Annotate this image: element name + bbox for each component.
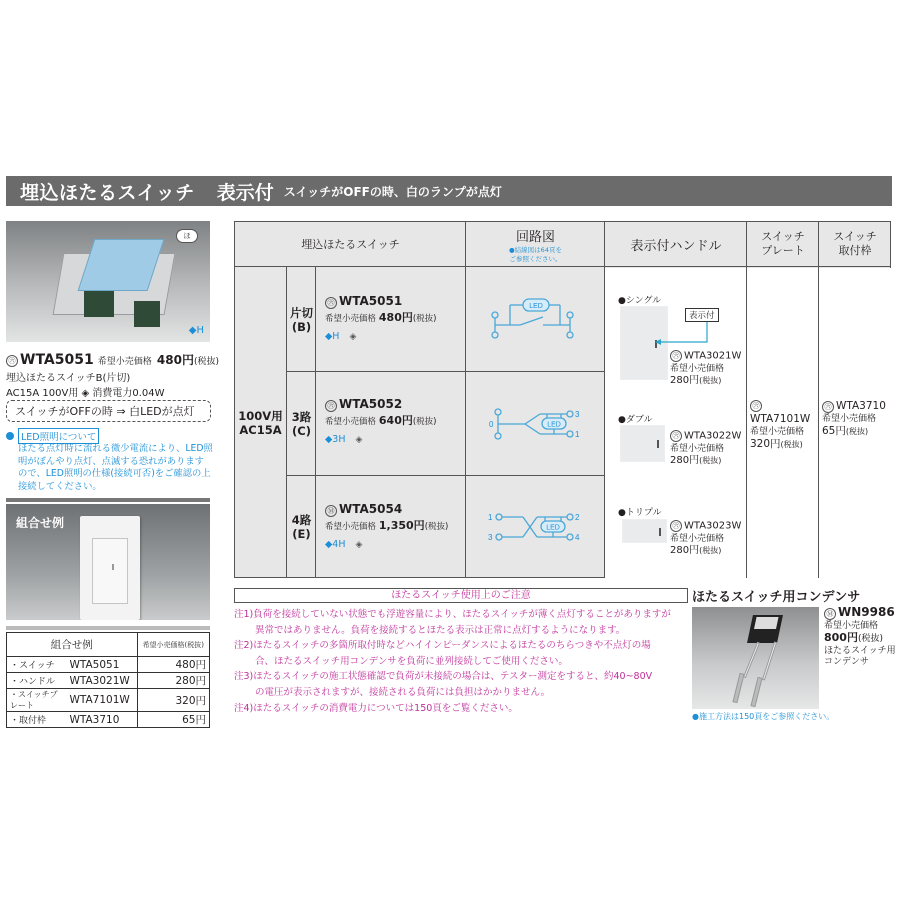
row-label: ・取付枠 — [7, 712, 67, 728]
circuit-note: ご参照ください。 — [509, 254, 562, 263]
price-label: 希望小売価格 — [822, 414, 877, 424]
row-code: WTA3021W — [67, 673, 138, 689]
product-cell-wta5052 — [325, 397, 437, 445]
condenser-desc: ほたるスイッチ用 — [824, 645, 896, 656]
power-mark-icon: ◈ — [355, 434, 363, 445]
row-code: WTA5051 — [67, 657, 138, 673]
table-row — [7, 673, 210, 689]
way-label: 4路 — [291, 513, 312, 527]
tax-label: (税抜) — [699, 455, 722, 465]
handle-code: WTA3023W — [684, 520, 742, 532]
title-banner — [6, 176, 892, 206]
header-handle — [605, 222, 747, 267]
led-notice-title: LED照明について — [18, 428, 99, 444]
condenser-note: ●施工方法は150頁をご参照ください。 — [692, 712, 835, 721]
note-line: 注3)ほたるスイッチの施工状態確認で負荷が未接続の場合は、テスター測定をすると、約40~80V — [234, 671, 653, 683]
circuit-diagram-3way — [466, 372, 604, 475]
single-pole-circuit-icon — [485, 295, 585, 345]
product-price: 1,350円 — [378, 518, 425, 532]
tax-label: (税抜) — [193, 357, 220, 367]
product-mark-icon: ㊅ — [670, 430, 682, 442]
3h-mark-icon: ◆3H — [325, 433, 346, 445]
circuit-diagram-4way — [466, 476, 604, 578]
product-cell-wta5054 — [325, 502, 448, 550]
h-mark-icon: ◆H — [325, 330, 340, 342]
wire-graphic — [762, 642, 777, 681]
frame-info — [822, 400, 886, 438]
product-code: WTA5051 — [339, 294, 403, 308]
plate-info — [750, 400, 818, 451]
way-code: (C) — [292, 423, 311, 438]
handle-graphic — [92, 538, 128, 604]
condenser-desc: コンデンサ — [824, 657, 869, 667]
combination-label: 組合せ例 — [16, 516, 65, 530]
note-line: 注2)ほたるスイッチの多箇所取付時などハイインピーダンスによるほたるのちらつきや不点灯の場 — [234, 640, 651, 652]
way-cell — [287, 372, 316, 475]
circuit-diagram-single — [466, 268, 604, 371]
handle-type-triple: ●トリプル — [618, 508, 662, 518]
way-code: (B) — [291, 319, 312, 334]
table-row — [7, 689, 210, 712]
product-name: 埋込ほたるスイッチB(片切) — [6, 373, 131, 384]
svg-text:1: 1 — [488, 513, 493, 522]
product-mark-icon: ㊅ — [822, 401, 834, 413]
svg-text:3: 3 — [575, 409, 580, 419]
hotaru-badge-icon: ほ — [176, 229, 198, 243]
header-circuit — [466, 222, 605, 267]
notes-title: ほたるスイッチ使用上のご注意 — [234, 588, 688, 603]
switch-plate-graphic — [80, 516, 140, 620]
product-mark-icon: ㊅ — [670, 350, 682, 362]
tax-label: (税抜) — [845, 427, 869, 436]
product-mark-icon: ㊅ — [6, 355, 18, 367]
product-photo — [6, 221, 210, 342]
row-label: ・ハンドル — [7, 673, 67, 689]
note-3 — [234, 669, 694, 700]
frame-price: 65円 — [822, 425, 846, 437]
header-plate-label: スイッチ — [761, 230, 805, 243]
handle-code: WTA3021W — [684, 350, 742, 362]
condenser-price: 800円 — [824, 631, 858, 644]
condenser-photo — [692, 607, 819, 709]
handle-type-single: ●シングル — [618, 296, 662, 306]
product-code: WTA5054 — [339, 502, 403, 516]
price-label: 希望小売価格 — [670, 533, 725, 544]
power-mark-icon: ◈ — [349, 331, 357, 342]
wire-graphic — [743, 642, 760, 678]
four-way-circuit-icon — [485, 507, 585, 547]
price-label: 希望小売価格 — [670, 363, 725, 374]
tax-label: (税抜) — [424, 521, 449, 532]
product-mark-icon: ㊅ — [325, 297, 337, 309]
condenser-code: WN9986 — [838, 605, 895, 619]
product-code: WTA5052 — [339, 397, 403, 411]
power-mark-icon: ◈ — [355, 539, 363, 550]
way-cell — [287, 476, 316, 578]
plate-price: 320円 — [750, 437, 781, 450]
plate-code: WTA7101W — [750, 412, 811, 425]
price-label: 希望小売価格 — [325, 416, 377, 427]
header-frame-label: 取付枠 — [838, 244, 872, 257]
condenser-info — [824, 607, 896, 669]
handle-price: 280円 — [670, 374, 700, 386]
header-switch-label: 埋込ほたるスイッチ — [301, 238, 400, 251]
frame-column — [819, 268, 891, 578]
plate-column — [747, 268, 818, 578]
indicator-graphic — [112, 564, 114, 570]
current-label: AC15A — [239, 423, 282, 437]
terminal-graphic — [732, 673, 744, 703]
4h-mark-icon: ◆4H — [325, 538, 346, 550]
handle-price: 280円 — [670, 454, 700, 466]
row-price: 320円 — [137, 689, 209, 712]
product-mark-icon: ㊅ — [750, 400, 762, 412]
row-price: 280円 — [137, 673, 209, 689]
row-code: WTA3710 — [67, 712, 138, 728]
product-mark-icon: Ⓜ — [824, 608, 836, 620]
svg-text:1: 1 — [575, 429, 580, 439]
h-mark-icon: ◆H — [188, 325, 204, 336]
callout-box: スイッチがOFFの時 ⇒ 白LEDが点灯 — [6, 400, 211, 422]
indicator-icon — [659, 528, 661, 536]
handle-info-double — [670, 430, 741, 467]
way-label: 片切 — [290, 305, 313, 320]
display-tag: 表示付 — [685, 308, 719, 322]
product-code: WTA5051 — [20, 352, 94, 368]
table-row — [7, 657, 210, 673]
notes-list — [234, 607, 694, 716]
bullet-icon — [6, 432, 14, 440]
terminal-graphic — [750, 677, 762, 707]
note-line: 合、ほたるスイッチ用コンデンサを負荷に並列接続してご使用ください。 — [255, 655, 568, 667]
note-line: の電圧が表示されますが、接続される負荷には負担はかかりません。 — [255, 686, 551, 698]
product-mark-icon: ㊅ — [325, 400, 337, 412]
price-header: 希望小売価格(税抜) — [137, 633, 209, 657]
note-line: 注4)ほたるスイッチの消費電力については150頁をご覧ください。 — [234, 702, 518, 714]
frame-code: WTA3710 — [836, 400, 886, 412]
product-model-line — [6, 351, 219, 368]
row-label: ・スイッチプレート — [7, 689, 67, 712]
note-line: 注1)負荷を接続していない状態でも浮遊容量により、ほたるスイッチが薄く点灯することがありますが — [234, 609, 671, 620]
product-price: 640円 — [378, 413, 413, 427]
svg-text:0: 0 — [489, 419, 494, 429]
header-frame-label: スイッチ — [833, 230, 877, 243]
tax-label: (税抜) — [412, 313, 437, 324]
handle-column — [605, 268, 746, 578]
triple-handle-graphic — [622, 519, 667, 543]
double-handle-graphic — [620, 425, 665, 462]
led-notice-heading — [6, 428, 99, 444]
tax-label: (税抜) — [857, 634, 883, 644]
switch-terminal-graphic — [84, 287, 114, 317]
handle-code: WTA3022W — [684, 430, 742, 442]
handle-info-single — [670, 350, 741, 387]
svg-text:LED: LED — [547, 421, 561, 428]
header-circuit-label: 回路図 — [515, 229, 555, 245]
voltage-cell — [235, 268, 286, 578]
product-cell-wta5051 — [325, 294, 437, 342]
row-code: WTA7101W — [67, 689, 138, 712]
tax-label: (税抜) — [699, 375, 722, 385]
note-4 — [234, 701, 694, 717]
price-label: 希望小売価格 — [824, 620, 879, 631]
svg-text:2: 2 — [575, 513, 580, 522]
row-label: ・スイッチ — [7, 657, 67, 673]
note-line: 異常ではありません。負荷を接続するとほたる表示は正常に点灯するようになります。 — [255, 624, 626, 636]
product-price: 480円 — [378, 310, 413, 324]
note-2 — [234, 638, 694, 669]
divider — [6, 498, 210, 502]
three-way-circuit-icon — [485, 404, 585, 444]
header-switch — [235, 222, 466, 267]
circuit-note: ●結線図は64頁を — [509, 245, 562, 254]
header-frame — [819, 222, 891, 267]
way-label: 3路 — [291, 409, 312, 424]
note-1 — [234, 607, 694, 638]
price-label: 希望小売価格 — [750, 426, 805, 437]
condenser-title: ほたるスイッチ用コンデンサ — [692, 590, 861, 605]
price-label: 希望小売価格 — [670, 443, 725, 454]
row-price: 65円 — [137, 712, 209, 728]
product-mark-icon: ㊅ — [670, 520, 682, 532]
header-plate — [747, 222, 819, 267]
way-code: (E) — [292, 527, 311, 541]
svg-text:3: 3 — [488, 533, 493, 542]
price-label: 希望小売価格 — [325, 521, 377, 532]
header-handle-label: 表示付ハンドル — [630, 238, 722, 254]
svg-text:4: 4 — [575, 533, 580, 542]
handle-info-triple — [670, 520, 741, 557]
header-plate-label: プレート — [761, 244, 805, 257]
condenser-body-graphic — [747, 615, 783, 643]
handle-type-double: ●ダブル — [618, 415, 653, 425]
way-cell — [287, 268, 316, 371]
price-label: 希望小売価格 — [325, 313, 377, 324]
product-table — [234, 221, 891, 578]
product-mark-icon: Ⓜ — [325, 505, 337, 517]
page-description: スイッチがOFFの時、白のランプが点灯 — [283, 184, 502, 199]
led-notice-body: ほたる点灯時に流れる微少電流により、LED照明がぼんやり点灯、点滅する恐れがありますので、LED照明の仕様(接続可否)をご確認の上接続してください。 — [18, 443, 213, 492]
product-price: 480円 — [156, 353, 194, 367]
row-price: 480円 — [137, 657, 209, 673]
product-spec: AC15A 100V用 ◈ 消費電力0.04W — [6, 388, 165, 399]
svg-text:LED: LED — [529, 302, 543, 310]
tax-label: (税抜) — [780, 439, 803, 449]
combination-table-header: 組合せ例 — [7, 633, 138, 657]
svg-text:LED: LED — [546, 524, 560, 532]
handle-price: 280円 — [670, 544, 700, 556]
tax-label: (税抜) — [412, 416, 437, 427]
table-row — [7, 712, 210, 728]
indicator-icon — [657, 440, 659, 448]
price-label: 希望小売価格 — [97, 357, 152, 367]
switch-terminal-graphic — [134, 301, 160, 327]
page-title: 埋込ほたるスイッチ — [20, 181, 195, 204]
combination-photo — [6, 504, 210, 620]
combination-table — [6, 632, 210, 728]
divider — [6, 626, 210, 630]
page-subtitle: 表示付 — [216, 181, 274, 204]
tax-label: (税抜) — [699, 545, 722, 555]
voltage-label: 100V用 — [238, 409, 283, 423]
